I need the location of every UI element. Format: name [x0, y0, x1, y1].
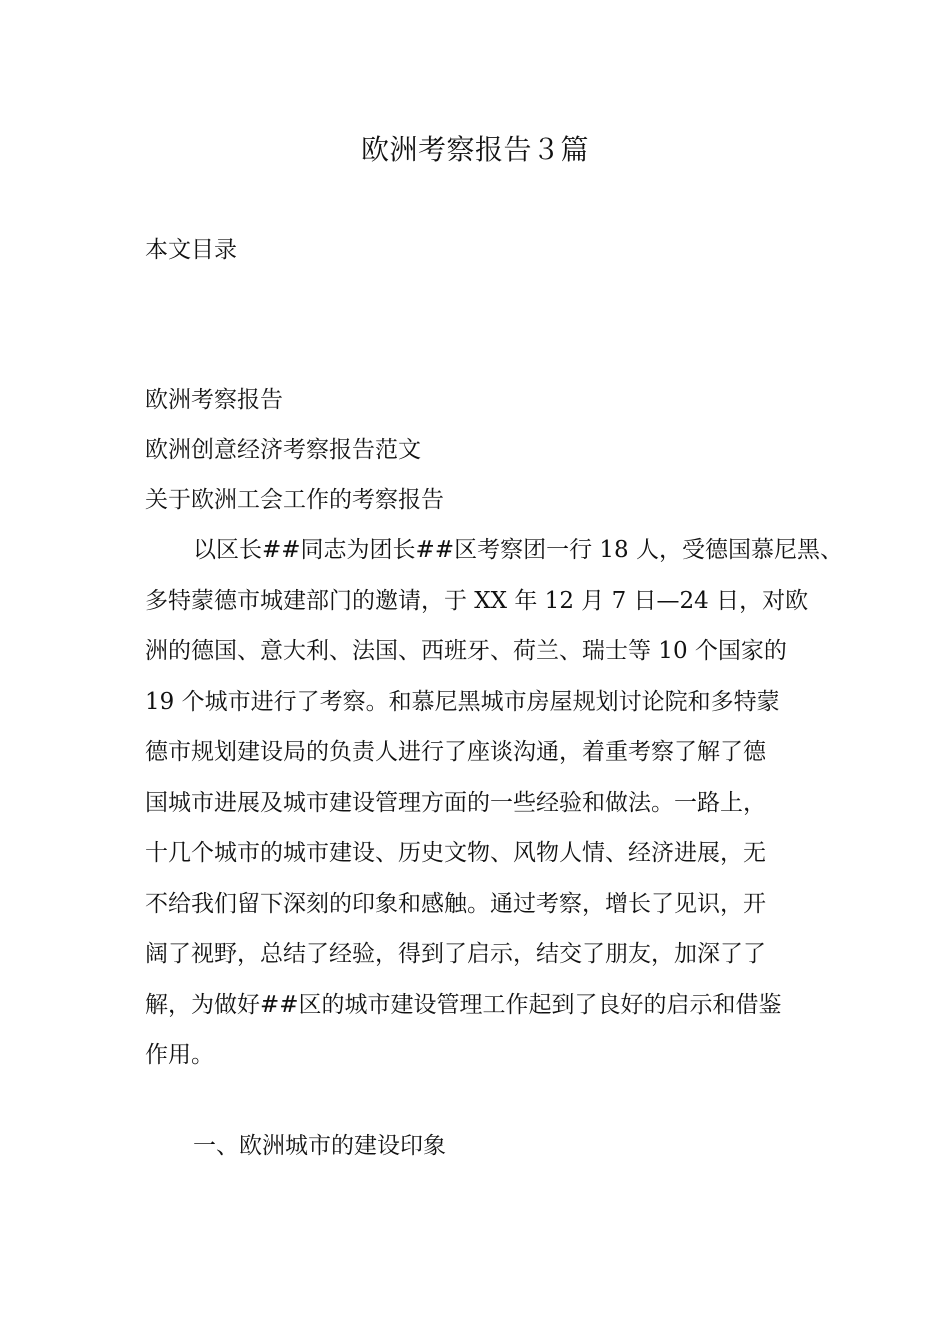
paragraph-line: 作用。	[145, 1042, 214, 1068]
table-of-contents	[145, 382, 444, 532]
paragraph-line: 国城市进展及城市建设管理方面的一些经验和做法。一路上，	[145, 789, 766, 816]
paragraph-line: 以区长##同志为团长##区考察团一行 18 人，受德国慕尼黑、	[193, 537, 843, 563]
paragraph-line: 多特蒙德市城建部门的邀请，于 XX 年 12 月 7 日—24 日，对欧	[145, 587, 809, 614]
paragraph-line: 19 个城市进行了考察。和慕尼黑城市房屋规划讨论院和多特蒙	[145, 688, 780, 715]
paragraph-line: 阔了视野，总结了经验，得到了启示，结交了朋友，加深了了	[145, 941, 766, 967]
paragraph-line: 德市规划建设局的负责人进行了座谈沟通，着重考察了解了德	[145, 739, 766, 765]
paragraph-line: 不给我们留下深刻的印象和感触。通过考察，增长了见识，开	[145, 890, 766, 917]
section-heading: 一、欧洲城市的建设印象	[193, 1133, 446, 1159]
paragraph-line: 解，为做好##区的城市建设管理工作起到了良好的启示和借鉴	[145, 991, 782, 1018]
toc-item[interactable]: 欧洲创意经济考察报告范文	[145, 437, 421, 463]
paragraph-line: 十几个城市的城市建设、历史文物、风物人情、经济进展，无	[145, 840, 766, 866]
toc-item[interactable]: 欧洲考察报告	[145, 387, 283, 413]
paragraph-line: 洲的德国、意大利、法国、西班牙、荷兰、瑞士等 10 个国家的	[145, 638, 787, 664]
document-title: 欧洲考察报告３篇	[360, 133, 589, 166]
intro-paragraph	[145, 532, 843, 1088]
toc-item[interactable]: 关于欧洲工会工作的考察报告	[145, 487, 444, 513]
toc-heading: 本文目录	[145, 237, 237, 263]
